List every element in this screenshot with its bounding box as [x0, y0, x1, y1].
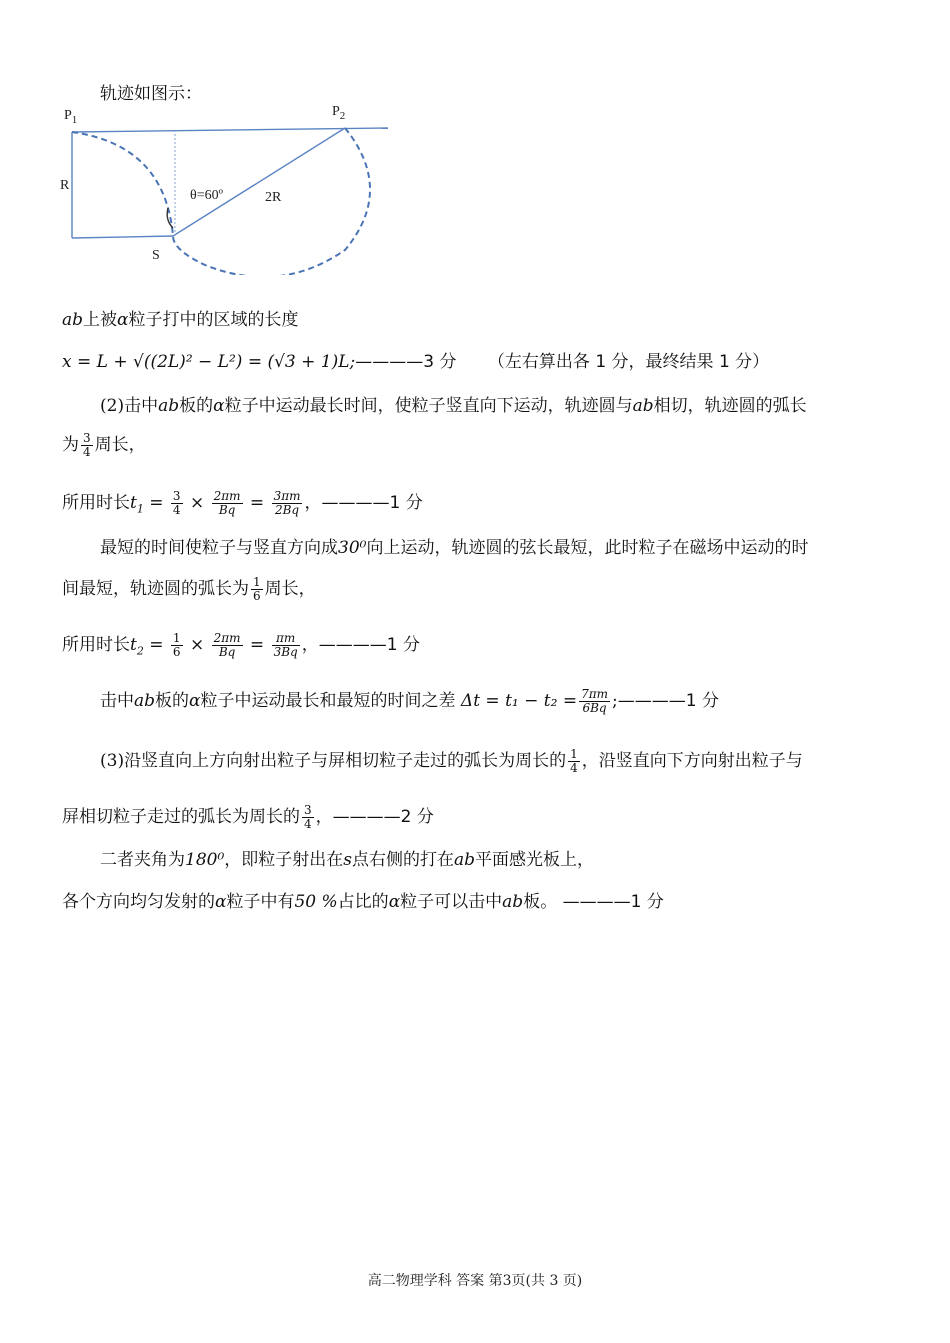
- sec3-p3: 二者夹角为180⁰，即粒子射出在s点右侧的打在ab平面感光板上，: [100, 850, 595, 870]
- trajectory-figure: [55, 100, 395, 275]
- sec2-p3: 最短的时间使粒子与竖直方向成30⁰向上运动，轨迹圆的弦长最短，此时粒子在磁场中运动的时: [100, 538, 809, 558]
- page-footer: 高二物理学科 答案 第3页(共 3 页): [367, 1273, 583, 1289]
- label-s: S: [152, 248, 160, 263]
- bottom-line: [72, 236, 173, 238]
- intro-text: 轨迹如图示：: [100, 84, 202, 104]
- label-p1: $P_1$: [64, 108, 78, 126]
- label-p2: $P_2$: [332, 104, 346, 122]
- small-arc: [72, 132, 173, 236]
- sec2-t2: 所用时长$t_2$ = $\frac{1}{6}$ × $\frac{2\pi m}{Bq}$ = $\frac{\pi m}{3Bq}$ ，————1 分: [62, 631, 420, 659]
- sec3-p4: 各个方向均匀发射的α粒子中有50 %占比的α粒子可以击中ab板。 ————1 分: [62, 892, 664, 912]
- sec2-p4: 间最短，轨迹圆的弧长为 $\frac{1}{6}$ 周长，: [62, 575, 316, 603]
- sec2-p2: 为 $\frac{3}{4}$ 周长，: [62, 431, 146, 459]
- label-theta: θ=60º: [190, 188, 223, 203]
- sec3-p2: 屏相切粒子走过的弧长为周长的 $\frac{3}{4}$ ，————2 分: [62, 803, 434, 831]
- chord-line: [173, 128, 345, 236]
- sec2-t1: 所用时长$t_1$ = $\frac{3}{4}$ × $\frac{2\pi m}{Bq}$ = $\frac{3\pi m}{2Bq}$ ，————1 分: [62, 489, 423, 517]
- sec3-p1: (3)沿竖直向上方向射出粒子与屏相切粒子走过的弧长为周长的 $\frac{1}{4}$ ，沿竖直向下方向射出粒子与: [100, 747, 803, 775]
- sec1-line1: ab上被α粒子打中的区域的长度: [62, 310, 299, 330]
- label-2r: 2R: [265, 190, 282, 205]
- sec2-p5: 击中ab板的α粒子中运动最长和最短的时间之差 Δt = t₁ − t₂ = $\frac{7\pi m}{6Bq}$ ;————1 分: [100, 687, 719, 715]
- label-r: R: [60, 178, 70, 193]
- sec2-p1: (2)击中ab板的α粒子中运动最长时间，使粒子竖直向下运动，轨迹圆与ab相切，轨迹圆的弧长: [100, 396, 807, 416]
- sec1-equation: x = L + √((2L)² − L²) = (√3 + 1)L;————3 分 （左右算出各 1 分，最终结果 1 分）: [62, 352, 770, 372]
